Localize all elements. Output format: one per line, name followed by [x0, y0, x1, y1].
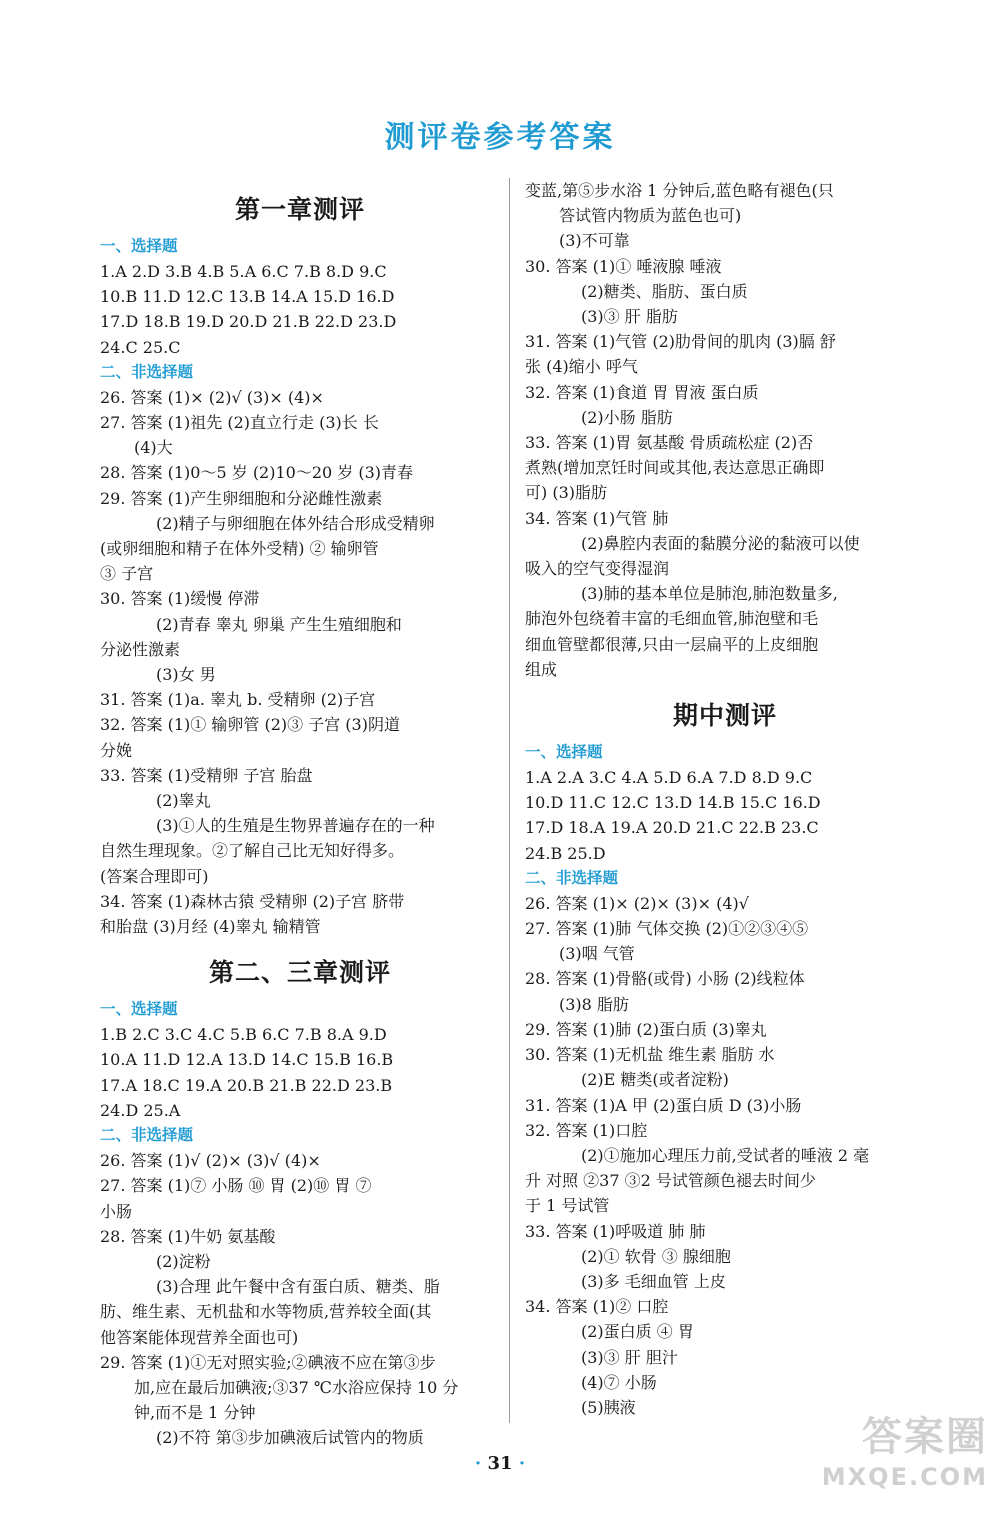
answer-line: (或卵细胞和精子在体外受精) ② 输卵管: [100, 539, 379, 559]
answer-line: 变蓝,第⑤步水浴 1 分钟后,蓝色略有褪色(只: [525, 181, 834, 200]
answer-line: 26. 答案 (1)× (2)× (3)× (4)√: [525, 893, 749, 913]
answer-line: 于 1 号试管: [525, 1196, 610, 1216]
answer-line: (4)大: [134, 438, 173, 458]
ch2-mc-line: 17.A 18.C 19.A 20.B 21.B 22.D 23.B: [100, 1075, 393, 1095]
page-title: 测评卷参考答案: [384, 120, 616, 155]
answer-line: 肺泡外包绕着丰富的毛细血管,肺泡壁和毛: [525, 609, 819, 629]
answer-line: (3)不可靠: [559, 231, 630, 251]
answer-line: 分娩: [100, 740, 133, 760]
answer-line: 28. 答案 (1)牛奶 氨基酸: [100, 1226, 276, 1246]
page-number-value: 31: [487, 1453, 513, 1474]
answer-line: (答案合理即可): [100, 866, 209, 886]
ch1-mc-line: 24.C 25.C: [100, 337, 181, 357]
answer-line: (2)① 软骨 ③ 腺细胞: [581, 1246, 731, 1266]
ch2-mc-line: 10.A 11.D 12.A 13.D 14.C 15.B 16.B: [100, 1050, 394, 1070]
answer-line: (2)蛋白质 ④ 胃: [581, 1322, 694, 1342]
answer-line: (3)①人的生殖是生物界普遍存在的一种: [156, 816, 435, 836]
mid-mc-line: 24.B 25.D: [525, 843, 606, 863]
answer-line: 可) (3)脂肪: [525, 483, 607, 503]
answer-line: (3)③ 肝 脂肪: [581, 307, 678, 327]
answer-line: 26. 答案 (1)√ (2)× (3)√ (4)×: [100, 1151, 321, 1171]
answer-line: 张 (4)缩小 呼气: [525, 357, 638, 377]
answer-line: (2)淀粉: [156, 1251, 211, 1271]
answer-line: 肪、维生素、无机盐和水等物质,营养较全面(其: [100, 1302, 432, 1322]
answer-line: 吸入的空气变得湿润: [525, 559, 670, 579]
answer-line: 升 对照 ②37 ③2 号试管颜色褪去时间少: [525, 1171, 816, 1191]
watermark: [821, 1414, 988, 1497]
answer-line: 他答案能体现营养全面也可): [100, 1327, 299, 1347]
answer-line: 33. 答案 (1)呼吸道 肺 肺: [525, 1221, 706, 1241]
answer-line: (3)咽 气管: [559, 944, 635, 964]
left-column: [100, 178, 500, 1451]
answer-line: (2)青春 睾丸 卵巢 产生生殖细胞和: [156, 614, 402, 634]
answer-line: 分泌性激素: [100, 639, 181, 659]
answer-line: 自然生理现象。②了解自己比无知好得多。: [100, 841, 405, 861]
answer-line: (2)糖类、脂肪、蛋白质: [581, 281, 748, 301]
answer-line: (2)不符 第③步加碘液后试管内的物质: [156, 1428, 424, 1448]
ch2-nmc-heading: 二、非选择题: [100, 1126, 194, 1145]
mid-mc-line: 1.A 2.A 3.C 4.A 5.D 6.A 7.D 8.D 9.C: [525, 768, 813, 788]
answer-line: 31. 答案 (1)a. 睾丸 b. 受精卵 (2)子宫: [100, 690, 376, 710]
ch2-mc-line: 24.D 25.A: [100, 1100, 181, 1120]
answer-line: 细血管壁都很薄,只由一层扁平的上皮细胞: [525, 634, 819, 654]
answer-line: 加,应在最后加碘液;③37 ℃水浴应保持 10 分: [134, 1377, 459, 1397]
answer-line: 30. 答案 (1)无机盐 维生素 脂肪 水: [525, 1045, 775, 1065]
answer-line: 31. 答案 (1)A 甲 (2)蛋白质 D (3)小肠: [525, 1095, 802, 1115]
mid-mc-line: 10.D 11.C 12.C 13.D 14.B 15.C 16.D: [525, 793, 821, 813]
ch1-mc-line: 17.D 18.B 19.D 20.D 21.B 22.D 23.D: [100, 312, 397, 332]
answer-line: (3)肺的基本单位是肺泡,肺泡数量多,: [581, 584, 838, 604]
ch2-mc-line: 1.B 2.C 3.C 4.C 5.B 6.C 7.B 8.A 9.D: [100, 1025, 387, 1045]
answer-line: 煮熟(增加烹饪时间或其他,表达意思正确即: [525, 458, 825, 478]
answer-line: (5)胰液: [581, 1397, 636, 1417]
chapter2-title: 第二、三章测评: [208, 958, 391, 988]
right-column: [525, 178, 925, 1420]
chapter1-title: 第一章测评: [234, 195, 365, 224]
answer-line: 33. 答案 (1)受精卵 子宫 胎盘: [100, 765, 313, 785]
answer-line: ③ 子宫: [100, 564, 154, 584]
answer-line: 30. 答案 (1)缓慢 停滞: [100, 589, 260, 609]
answer-line: 30. 答案 (1)① 唾液腺 唾液: [525, 256, 722, 276]
mid-mc-heading: 一、选择题: [525, 743, 603, 762]
answer-line: (2)①施加心理压力前,受试者的唾液 2 毫: [581, 1145, 870, 1165]
ch1-mc-line: 10.B 11.D 12.C 13.B 14.A 15.D 16.D: [100, 287, 395, 307]
answer-line: 27. 答案 (1)肺 气体交换 (2)①②③④⑤: [525, 919, 809, 939]
answer-line: (2)睾丸: [156, 791, 211, 811]
answer-line: 34. 答案 (1)森林古猿 受精卵 (2)子宫 脐带: [100, 891, 405, 911]
answer-line: 答试管内物质为蓝色也可): [559, 206, 742, 226]
answer-line: (3)③ 肝 胆汁: [581, 1347, 678, 1367]
answer-line: 33. 答案 (1)胃 氨基酸 骨质疏松症 (2)否: [525, 433, 814, 453]
ch1-mc-line: 1.A 2.D 3.B 4.B 5.A 6.C 7.B 8.D 9.C: [100, 262, 387, 281]
ch1-nmc-heading: 二、非选择题: [100, 362, 194, 381]
answer-line: 32. 答案 (1)口腔: [525, 1120, 648, 1140]
ch1-mc-heading: 一、选择题: [100, 237, 178, 255]
answer-line: (4)⑦ 小肠: [581, 1372, 657, 1392]
footer-dot: ·: [518, 1453, 526, 1474]
ch2-mc-heading: 一、选择题: [100, 1000, 178, 1019]
answer-line: (2)精子与卵细胞在体外结合形成受精卵: [156, 513, 435, 533]
watermark-logo: 答案圈: [862, 1414, 988, 1460]
answer-line: 32. 答案 (1)食道 胃 胃液 蛋白质: [525, 382, 759, 402]
answer-line: (3)合理 此午餐中含有蛋白质、糖类、脂: [156, 1277, 440, 1297]
answer-line: 钟,而不是 1 分钟: [134, 1403, 256, 1423]
answer-line: 34. 答案 (1)气管 肺: [525, 508, 669, 528]
answer-line: 26. 答案 (1)× (2)√ (3)× (4)×: [100, 387, 324, 407]
answer-line: 组成: [525, 659, 558, 679]
column-divider: [509, 178, 510, 1423]
answer-line: 31. 答案 (1)气管 (2)肋骨间的肌肉 (3)膈 舒: [525, 332, 836, 352]
answer-line: (2)小肠 脂肪: [581, 407, 673, 427]
answer-line: 29. 答案 (1)肺 (2)蛋白质 (3)睾丸: [525, 1019, 767, 1039]
answer-line: 29. 答案 (1)①无对照实验;②碘液不应在第③步: [100, 1352, 436, 1372]
answer-line: (2)E 糖类(或者淀粉): [581, 1070, 729, 1090]
answer-line: 32. 答案 (1)① 输卵管 (2)③ 子宫 (3)阴道: [100, 715, 400, 735]
mid-nmc-heading: 二、非选择题: [525, 868, 619, 887]
answer-line: (3)女 男: [156, 665, 216, 685]
answer-line: 小肠: [100, 1201, 133, 1221]
footer-dot: ·: [474, 1453, 482, 1474]
answer-line: 28. 答案 (1)骨骼(或骨) 小肠 (2)线粒体: [525, 969, 805, 989]
answer-line: 29. 答案 (1)产生卵细胞和分泌雌性激素: [100, 488, 383, 508]
answer-line: (3)8 脂肪: [559, 994, 629, 1014]
answer-line: 和胎盘 (3)月经 (4)睾丸 输精管: [100, 917, 321, 937]
answer-line: 27. 答案 (1)⑦ 小肠 ⑩ 胃 (2)⑩ 胃 ⑦: [100, 1176, 372, 1196]
mid-mc-line: 17.D 18.A 19.A 20.D 21.C 22.B 23.C: [525, 818, 819, 838]
watermark-url: MXQE.COM: [821, 1463, 988, 1491]
midterm-title: 期中测评: [672, 701, 777, 731]
answer-line: 34. 答案 (1)② 口腔: [525, 1297, 669, 1317]
answer-line: 28. 答案 (1)0～5 岁 (2)10～20 岁 (3)青春: [100, 463, 414, 483]
answer-line: 27. 答案 (1)祖先 (2)直立行走 (3)长 长: [100, 413, 379, 433]
answer-line: (3)多 毛细血管 上皮: [581, 1271, 726, 1291]
answer-line: (2)鼻腔内表面的黏膜分泌的黏液可以使: [581, 533, 860, 553]
